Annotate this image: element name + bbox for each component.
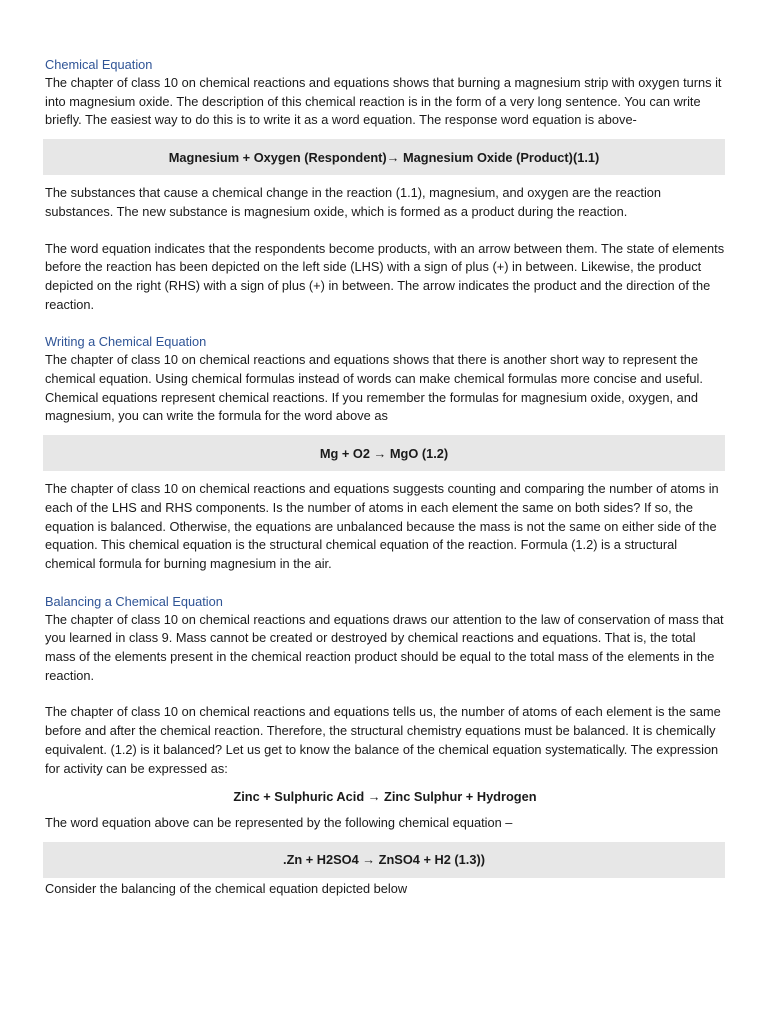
equation-box: Magnesium + Oxygen (Respondent)→ Magnesium Oxide (Product)(1.1): [43, 139, 725, 175]
paragraph: The word equation indicates that the respondents become products, with an arrow between them. The state of elements before the reaction has been depicted on the left side (LHS) with a sign of plus (+) in between. Likewise, the product depicted on the right (RHS) with a sign of plus (+) in between. The arrow indicates the product and the direction of the reaction.: [45, 240, 725, 312]
paragraph: Consider the balancing of the chemical equation depicted below: [45, 880, 408, 896]
equation-box: .Zn + H2SO4 → ZnSO4 + H2 (1.3)): [43, 842, 725, 878]
section-heading-balancing-equation: Balancing a Chemical Equation: [45, 593, 223, 609]
paragraph: The substances that cause a chemical change in the reaction (1.1), magnesium, and oxygen are the reaction substances. The new substance is magnesium oxide, which is formed as a product during the reaction.: [45, 185, 662, 219]
paragraph: The chapter of class 10 on chemical reactions and equations shows that burning a magnesium strip with oxygen turns it into magnesium oxide. The description of this chemical reaction is in the form of a very long sentence. You can write briefly. The easiest way to do this is to write it as a word equation. The response word equation is above-: [45, 75, 722, 128]
section-heading-writing-equation: Writing a Chemical Equation: [45, 334, 207, 350]
equation-box: Mg + O2 → MgO (1.2): [43, 435, 725, 471]
section-heading-chemical-equation: Chemical Equation: [45, 57, 153, 72]
paragraph: The chapter of class 10 on chemical reactions and equations suggests counting and comparing the number of atoms in each of the LHS and RHS components. Is the number of atoms in each element the same on both sides? If so, the equation is balanced. Otherwise, the equations are unbalanced because the mass is not the same on either side of the equation. This chemical equation is the structural chemical equation of the reaction. Formula (1.2) is a structural chemical formula for burning magnesium in the air.: [45, 481, 719, 571]
paragraph: The chapter of class 10 on chemical reactions and equations tells us, the number of atoms of each element is the same before and after the chemical reaction. Therefore, the structural chemistry equations must be balanced. It is chemically equivalent. (1.2) is it balanced? Let us get to know the balance of the chemical equation systematically. The expression for activity can be expressed as:: [45, 704, 721, 776]
paragraph: The word equation above can be represented by the following chemical equation –: [45, 815, 513, 831]
paragraph: The chapter of class 10 on chemical reactions and equations draws our attention to the law of conservation of mass that you learned in class 9. Mass cannot be created or destroyed by chemical reactions and equations. That is, the total mass of the elements present in the chemical reaction product should be equal to the total mass of the elements in the reaction.: [45, 611, 724, 683]
paragraph: The chapter of class 10 on chemical reactions and equations shows that there is another short way to represent the chemical equation. Using chemical formulas instead of words can make chemical formulas more concise and useful. Chemical equations represent chemical reactions. If you remember the formulas for magnesium oxide, oxygen, and magnesium, you can write the formula for the word above as: [45, 352, 703, 424]
word-equation: Zinc + Sulphuric Acid → Zinc Sulphur + Hydrogen: [233, 788, 537, 804]
document-body: [45, 55, 725, 899]
